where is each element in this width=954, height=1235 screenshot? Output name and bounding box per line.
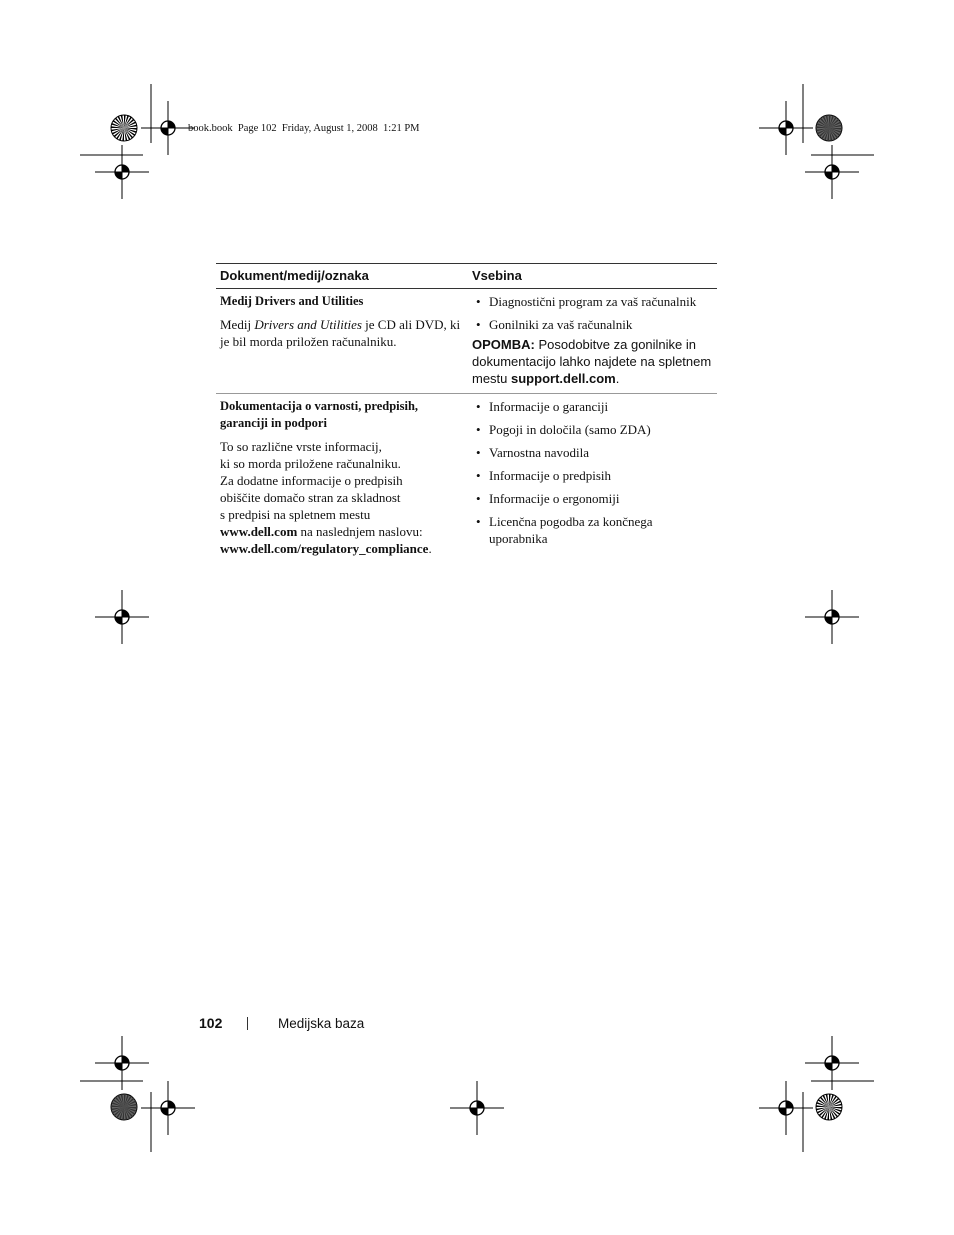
registration-target-icon	[759, 1081, 813, 1135]
desc-text: Medij	[220, 317, 255, 332]
column-header-document: Dokument/medij/oznaka	[216, 264, 468, 289]
registration-target-icon	[759, 101, 813, 155]
list-item: • Informacije o garanciji	[472, 398, 713, 415]
bullet-list	[472, 398, 713, 547]
row-description-cell	[216, 289, 468, 394]
desc-line: obiščite domačo stran za skladnost	[220, 490, 401, 505]
row-description	[220, 438, 464, 557]
desc-text: .	[428, 541, 432, 556]
list-item: • Varnostna navodila	[472, 444, 713, 461]
table-header-row	[216, 264, 717, 289]
color-bar-circle-icon	[111, 1094, 137, 1120]
list-item: • Pogoji in določila (samo ZDA)	[472, 421, 713, 438]
row-title: Medij Drivers and Utilities	[220, 294, 364, 308]
list-item: • Licenčna pogodba za končnega uporabnika	[472, 513, 713, 547]
registration-target-icon	[805, 1036, 859, 1090]
registration-target-icon	[95, 590, 149, 644]
row-description-cell	[216, 394, 468, 565]
note-label: OPOMBA:	[472, 337, 535, 352]
row-content-cell	[468, 289, 717, 394]
desc-text: je CD ali DVD, ki je bil morda priložen računalniku.	[220, 317, 461, 349]
header-time: 1:21 PM	[383, 123, 420, 134]
registration-target-icon	[805, 590, 859, 644]
dell-link[interactable]: www.dell.com	[220, 524, 298, 539]
support-link[interactable]: support.dell.com	[511, 371, 616, 386]
list-item: • Diagnostični program za vaš računalnik	[472, 293, 713, 310]
footer-divider	[247, 1017, 248, 1030]
color-bar-circle-icon	[816, 115, 842, 141]
desc-line: To so različne vrste informacij,	[220, 439, 382, 454]
row-title: Dokumentacija o varnosti, predpisih, garanciji in podpori	[220, 399, 419, 430]
list-item: • Gonilniki za vaš računalnik	[472, 316, 713, 333]
registration-target-icon	[805, 145, 859, 199]
desc-italic: Drivers and Utilities	[254, 317, 362, 332]
table-row	[216, 394, 717, 565]
column-header-content: Vsebina	[468, 264, 717, 289]
bullet-list	[472, 293, 713, 333]
registration-target-icon	[450, 1081, 504, 1135]
list-item: • Informacije o ergonomiji	[472, 490, 713, 507]
document-table	[216, 263, 717, 564]
section-title: Medijska baza	[278, 1016, 365, 1031]
regulatory-link[interactable]: www.dell.com/regulatory_compliance	[220, 541, 429, 556]
print-header	[188, 123, 420, 134]
starburst-icon	[111, 115, 137, 141]
list-item: • Informacije o predpisih	[472, 467, 713, 484]
note-text: Posodobitve za gonilnike in dokumentacijo lahko najdete na spletnem mestu	[472, 337, 712, 386]
desc-line: ki so morda priložene računalniku.	[220, 456, 401, 471]
header-date: Friday, August 1, 2008	[281, 123, 378, 134]
registration-target-icon	[141, 1081, 195, 1135]
row-description	[220, 316, 464, 350]
row-content-cell	[468, 394, 717, 565]
note	[472, 336, 713, 387]
registration-target-icon	[141, 101, 195, 155]
desc-text: na naslednjem naslovu:	[297, 524, 423, 539]
starburst-icon	[816, 1094, 842, 1120]
registration-target-icon	[95, 145, 149, 199]
page-number: 102	[199, 1015, 223, 1031]
header-page: Page 102	[237, 123, 277, 134]
registration-target-icon	[95, 1036, 149, 1090]
table-row	[216, 289, 717, 394]
desc-line: s predpisi na spletnem mestu	[220, 507, 371, 522]
header-file: book.book	[188, 123, 233, 134]
desc-line: Za dodatne informacije o predpisih	[220, 473, 403, 488]
note-end: .	[615, 371, 620, 386]
